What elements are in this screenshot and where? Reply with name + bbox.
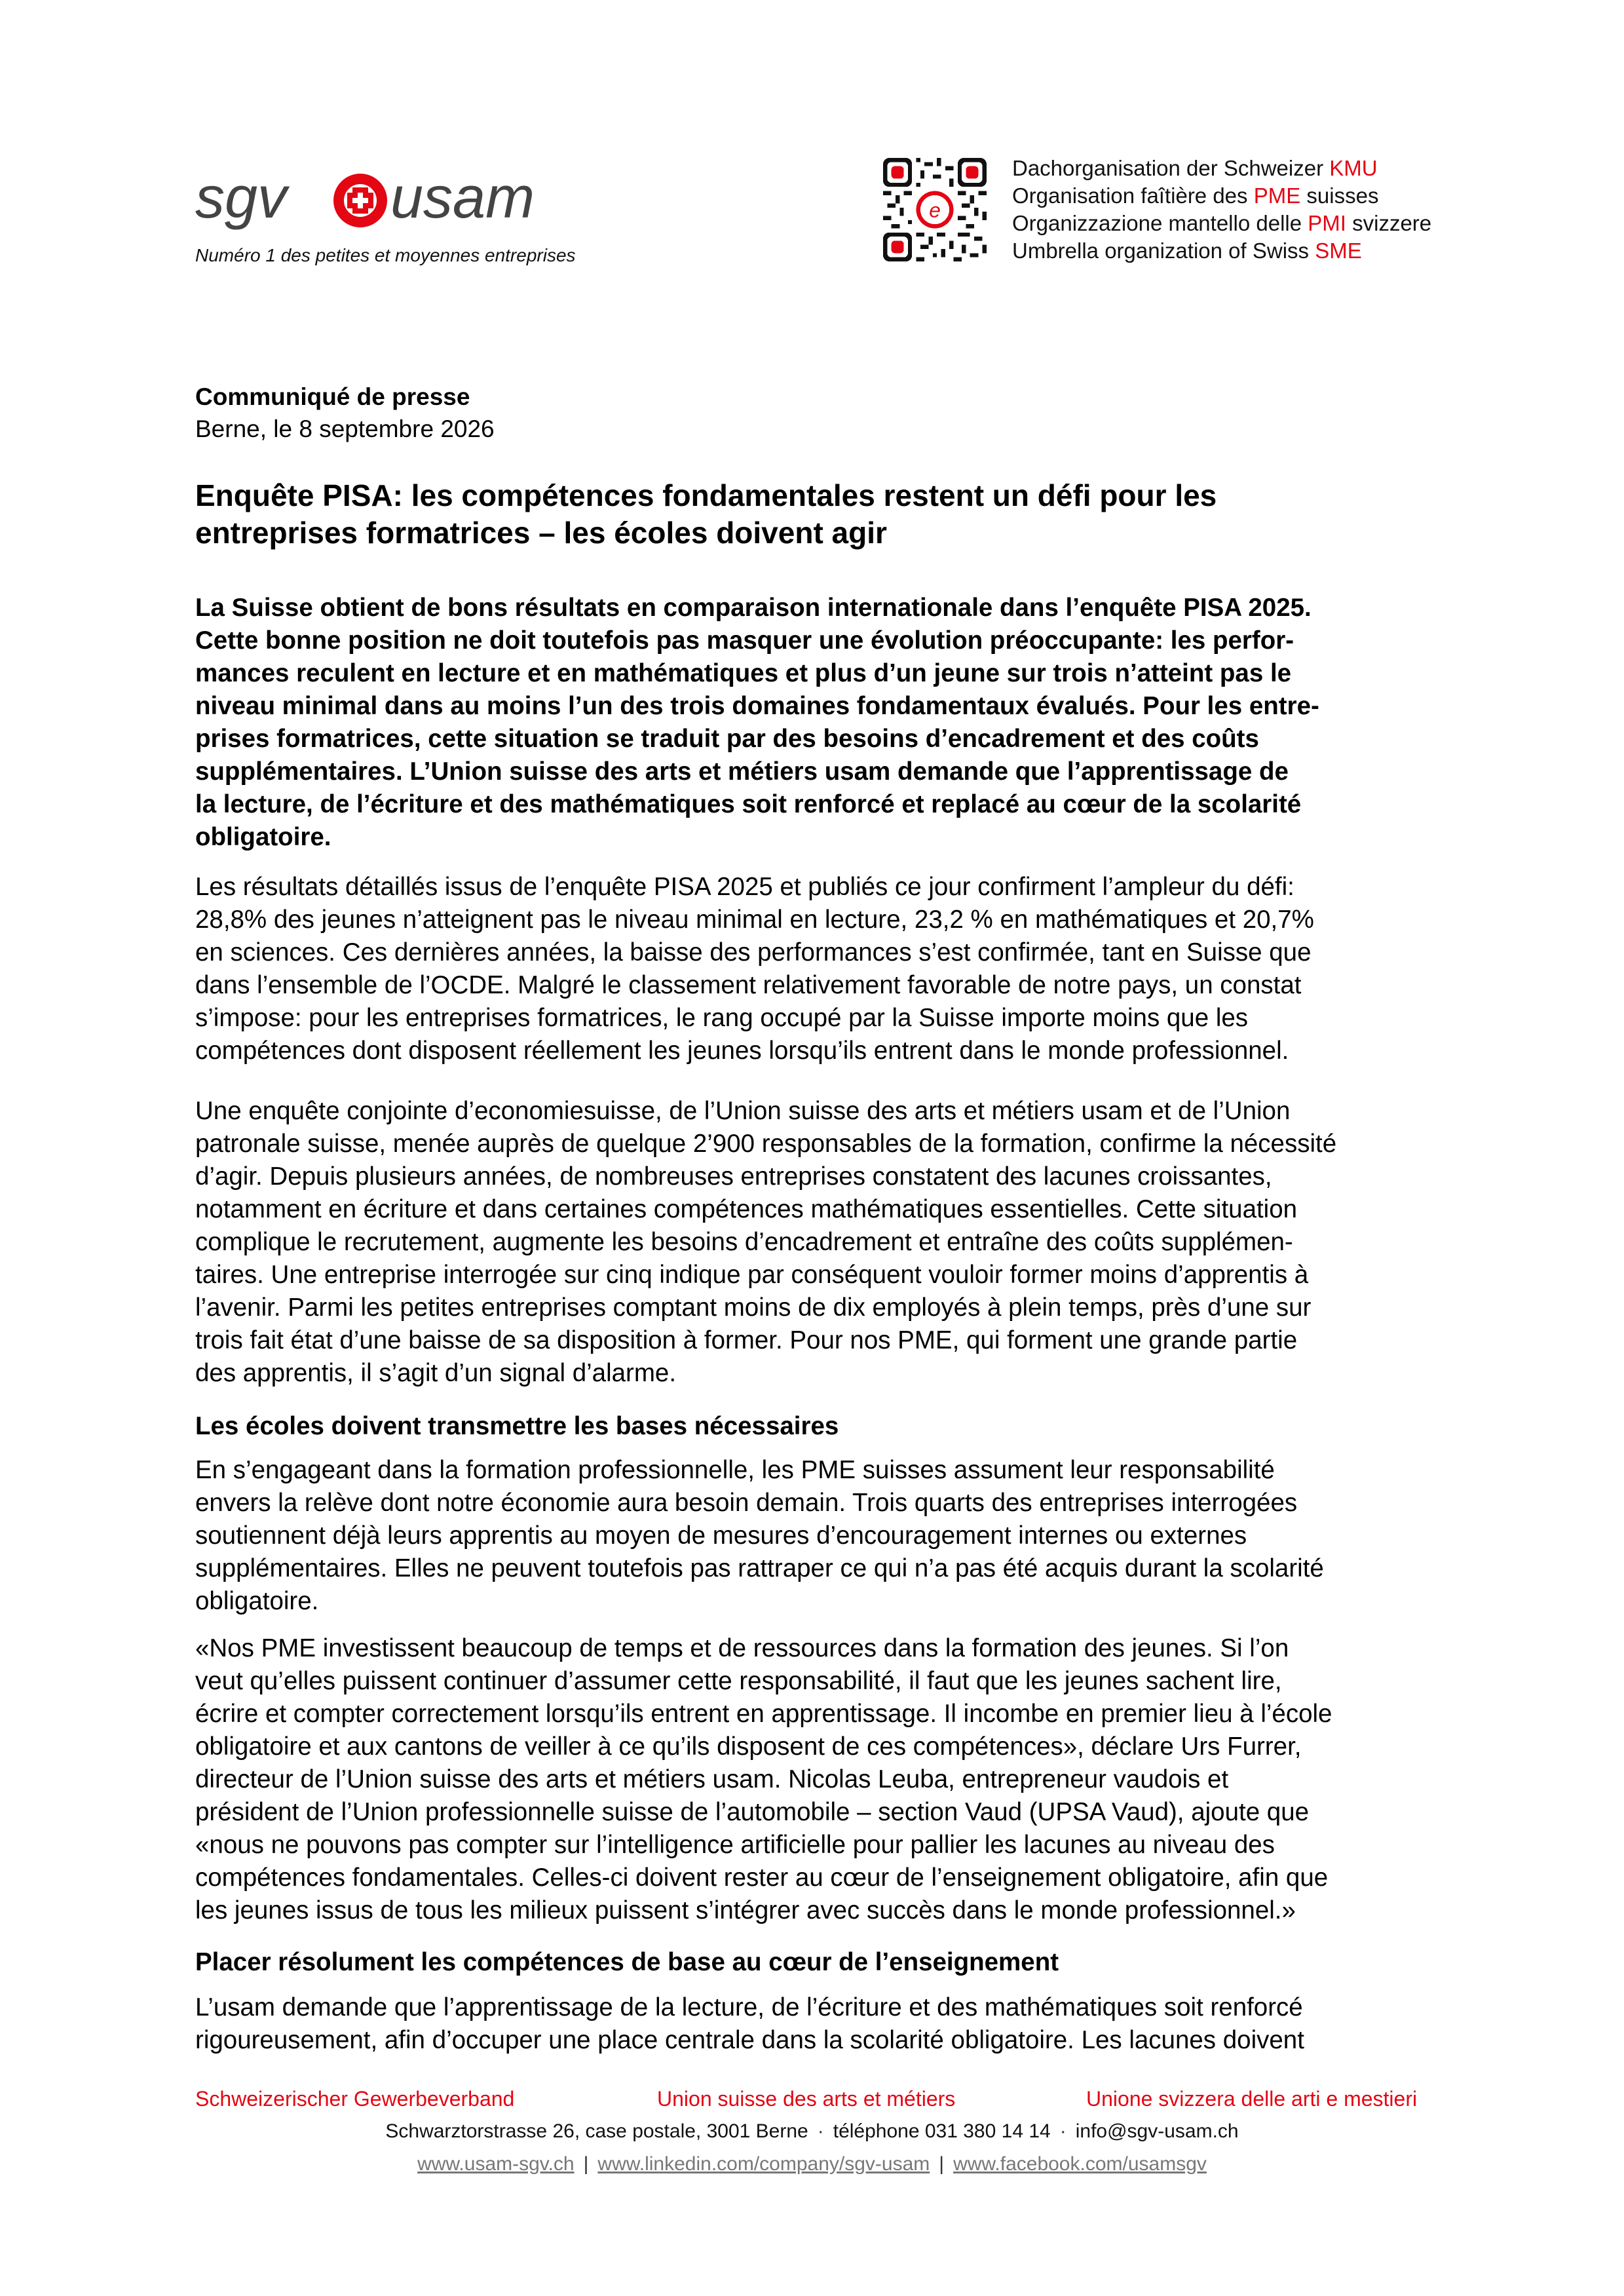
footer-address: Schwarztorstrasse 26, case postale, 3001 Berne [385,2120,808,2142]
logo-tagline: Numéro 1 des petites et moyennes entreprises [195,245,576,265]
body-paragraph-pme: En s’engageant dans la formation professionnelle, les PME suisses assument leur responsabilité envers la relève dont notre économie aura besoin demain. Trois quarts des entreprises interrogées soutiennent déjà leurs apprentis au moyen de mesures d’encouragement internes ou externes supplémentaires. Elles ne peuvent toutefois pas rattraper ce qui n’a pas été acquis durant la scolarité obligatoire. [195,1456,1324,1615]
subheading-schools: Les écoles doivent transmettre les bases nécessaires [195,1412,839,1440]
logo-text-sgv: sgv [195,169,288,231]
lead-paragraph: La Suisse obtient de bons résultats en comparaison internationale dans l’enquête PISA 2025. Cette bonne position ne doit toutefois pas masquer une évolution préoccupante: les perfor- mances reculent en lecture et en mathématiques et plus d’un jeune sur trois n’atteint pas le niveau minimal dans au moins l’un des trois domaines fondamentaux évalués. Pour les entre- prises formatrices, cette situation se traduit par des besoins d’encadrement et des coûts supplémentaires. L’Union suisse des arts et métiers usam demande que l’apprentissage de la lecture, de l’écriture et des mathématiques soit renforcé et replacé au cœur de la scolarité obligatoire. [195,594,1319,851]
umbrella-organization-lines [1012,155,1431,265]
subheading-basic-skills: Placer résolument les compétences de base au cœur de l’enseignement [195,1948,1059,1976]
press-release-title: Enquête PISA: les compétences fondamentales restent un défi pour les entreprises formatrices – les écoles doivent agir [195,478,1217,550]
footer-contact: Schwarztorstrasse 26, case postale, 3001 Berne · téléphone 031 380 14 14 · info@sgv-usam.ch [385,2120,1239,2142]
footer-link-linkedin[interactable]: www.linkedin.com/company/sgv-usam [597,2153,930,2175]
logo-text-usam: usam [390,169,535,231]
footer-name-de: Schweizerischer Gewerbeverband [195,2087,515,2111]
body-paragraph-survey: Une enquête conjointe d’economiesuisse, de l’Union suisse des arts et métiers usam et de l’Union patronale suisse, menée auprès de quelque 2’900 responsables de la formation, confirme la nécessité d’agir. Depuis plusieurs années, de nombreuses entreprises constatent des lacunes croissantes, notamment en écriture et dans certaines compétences mathématiques essentielles. Cette situation complique le recrutement, augmente les besoins d’encadrement et entraîne des coûts supplémen- taires. Une entreprise interrogée sur cinq indique par conséquent vouloir former moins d’apprentis à l’avenir. Parmi les petites entreprises comptant moins de dix employés à plein temps, près d’une sur trois fait état d’une baisse de sa disposition à former. Pour nos PME, qui forment une grande partie des apprentis, il s’agit d’un signal d’alarme. [195,1097,1337,1387]
footer-link-facebook[interactable]: www.facebook.com/usamsgv [953,2153,1207,2175]
org-line-de: Dachorganisation der Schweizer KMU [1012,156,1378,180]
footer-link-website[interactable]: www.usam-sgv.ch [417,2153,575,2175]
document-type-label: Communiqué de presse [195,383,470,410]
org-line-en: Umbrella organization of Swiss SME [1012,239,1362,263]
footer-links: www.usam-sgv.ch | www.linkedin.com/company/sgv-usam | www.facebook.com/usamsgv [417,2153,1207,2175]
org-line-it: Organizzazione mantello delle PMI svizzere [1012,211,1432,235]
footer-email[interactable]: info@sgv-usam.ch [1075,2120,1239,2142]
body-paragraph-demand: L’usam demande que l’apprentissage de la lecture, de l’écriture et des mathématiques soit renforcé rigoureusement, afin d’occuper une place centrale dans la scolarité obligatoire. Les lacunes doivent [195,1993,1304,2054]
footer-name-fr: Union suisse des arts et métiers [657,2087,956,2111]
body-paragraph-quotes: «Nos PME investissent beaucoup de temps et de ressources dans la formation des jeunes. Si l’on veut qu’elles puissent continuer d’assumer cette responsabilité, il faut que les jeunes sachent lire, écrire et compter correctement lorsqu’ils entrent en apprentissage. Il incombe en premier lieu à l’école obligatoire et aux cantons de veiller à ce qu’ils disposent de ces compétences», déclare Urs Furrer, directeur de l’Union suisse des arts et métiers usam. Nicolas Leuba, entrepreneur vaudois et président de l’Union professionnelle suisse de l’automobile – section Vaud (UPSA Vaud), ajoute que «nous ne pouvons pas compter sur l’intelligence artificielle pour pallier les lacunes au niveau des compétences fondamentales. Celles-ci doivent rester au cœur de l’enseignement obligatoire, afin que les jeunes issus de tous les milieux puissent s’intégrer avec succès dans le monde professionnel.» [195,1634,1332,1924]
footer-phone: téléphone 031 380 14 14 [833,2120,1051,2142]
logo-swiss-cross-icon [339,179,382,222]
sgv-usam-logo [195,169,562,235]
footer-name-it: Unione svizzera delle arti e mestieri [1086,2087,1418,2111]
document-date: Berne, le 8 septembre 2026 [195,415,495,442]
body-paragraph-results: Les résultats détaillés issus de l’enquête PISA 2025 et publiés ce jour confirment l’ampleur du défi: 28,8% des jeunes n’atteignent pas le niveau minimal en lecture, 23,2 % en mathématiques et 20,7% en sciences. Ces dernières années, la baisse des performances s’est confirmée, tant en Suisse que dans l’ensemble de l’OCDE. Malgré le classement relativement favorable de notre pays, un constat s’impose: pour les entreprises formatrices, le rang occupé par la Suisse importe moins que les compétences dont disposent réellement les jeunes lorsqu’ils entrent dans le monde professionnel. [195,873,1314,1065]
org-line-fr: Organisation faîtière des PME suisses [1012,183,1379,208]
svg-text:e: e [929,198,941,222]
qr-code-icon [883,157,987,262]
